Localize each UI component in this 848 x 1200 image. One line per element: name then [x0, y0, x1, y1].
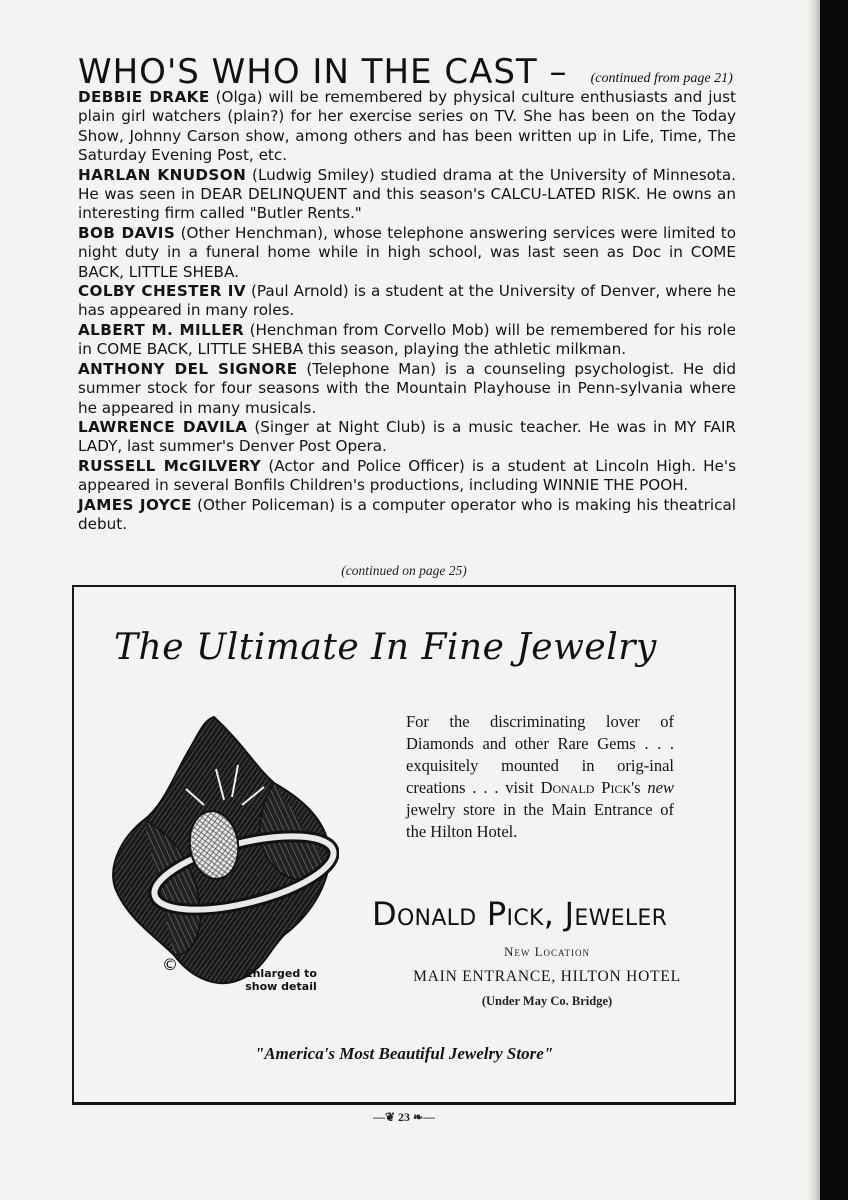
- store-directions: (Under May Co. Bridge): [481, 994, 613, 1008]
- cast-name: COLBY CHESTER IV: [78, 282, 246, 301]
- section-heading: [78, 52, 738, 92]
- cast-bio: (Actor and Police Officer) is a student at Lincoln High. He's appeared in several Bonfils Children's productions, including WINNIE THE POOH.: [78, 456, 736, 495]
- ad-body-copy: [406, 711, 674, 843]
- jeweler-name: Donald Pick, Jeweler: [372, 895, 668, 933]
- continued-on-note: (continued on page 25): [341, 563, 467, 578]
- ad-copy-text: 's: [631, 778, 648, 797]
- cast-bio: (Telephone Man) is a counseling psychologist. He did summer stock for four seasons with the Mountain Playhouse in Penn-sylvania where he appeared in many musicals.: [78, 359, 736, 417]
- cast-name: BOB DAVIS: [78, 223, 176, 242]
- new-location-label: New Location: [503, 944, 591, 959]
- heading-title: WHO'S WHO IN THE CAST –: [78, 52, 568, 92]
- jewelry-advertisement: [72, 585, 736, 1105]
- enlarged-caption-line: show detail: [245, 980, 317, 993]
- cast-biographies: [78, 88, 736, 534]
- enlarged-caption-line: Enlarged to: [245, 967, 317, 980]
- page-number-footer: [0, 1110, 808, 1125]
- ad-copy-store-name: Donald Pick: [540, 778, 632, 797]
- diamond-ring-illustration: [104, 705, 339, 995]
- store-address: MAIN ENTRANCE, HILTON HOTEL: [413, 968, 681, 985]
- copyright-symbol: ©: [162, 955, 178, 974]
- cast-bio: (Singer at Night Club) is a music teacher. He was in MY FAIR LADY, last summer's Denver Post Opera.: [78, 417, 736, 456]
- ad-copy-text: For the discriminating lover of Diamonds and other Rare Gems . . . exquisitely mounted in orig-inal creations . . . visit: [406, 712, 674, 797]
- ad-copy-text: jewelry store in the Main Entrance of the Hilton Hotel.: [406, 800, 674, 841]
- right-ornament: ❧—: [413, 1110, 436, 1124]
- cast-bio: (Other Policeman) is a computer operator who is making his theatrical debut.: [78, 495, 736, 533]
- cast-entry: [78, 88, 736, 166]
- ad-tagline: "America's Most Beautiful Jewelry Store": [254, 1044, 554, 1063]
- cast-bio: (Olga) will be remembered by physical culture enthusiasts and just plain girl watchers (plain?) for her exercise series on TV. She has been on the Today Show, Johnny Carson show, among others and has been written up in Life, Time, The Saturday Evening Post, etc.: [78, 88, 736, 165]
- cast-entry: [78, 166, 736, 224]
- continued-from-note: (continued from page 21): [590, 70, 733, 86]
- cast-name: RUSSELL McGILVERY: [78, 456, 262, 475]
- page-edge-shadow: [808, 0, 820, 1200]
- cast-bio: (Ludwig Smiley) studied drama at the University of Minnesota. He was seen in DEAR DELINQUENT and this season's CALCU-LATED RISK. He owns an interesting firm called "Butler Rents.": [78, 165, 736, 223]
- ad-copy-new: new: [647, 778, 674, 797]
- cast-entry: [78, 496, 736, 535]
- cast-entry: [78, 360, 736, 418]
- cast-name: DEBBIE DRAKE: [78, 88, 210, 106]
- left-ornament: —❦: [372, 1110, 395, 1124]
- cast-bio: (Other Henchman), whose telephone answering services were limited to night duty in a funeral home while in high school, was last seen as Doc in COME BACK, LITTLE SHEBA.: [78, 223, 736, 281]
- enlarged-caption: [236, 967, 326, 993]
- cast-bio: (Paul Arnold) is a student at the University of Denver, where he has appeared in many roles.: [78, 282, 736, 320]
- cast-entry: [78, 282, 736, 321]
- cast-name: JAMES JOYCE: [78, 495, 192, 514]
- cast-name: ANTHONY DEL SIGNORE: [78, 359, 298, 378]
- cast-entry: [78, 418, 736, 457]
- cast-bio: (Henchman from Corvello Mob) will be remembered for his role in COME BACK, LITTLE SHEBA this season, playing the athletic milkman.: [78, 320, 736, 359]
- scan-background: [820, 0, 848, 1200]
- cast-entry: [78, 224, 736, 282]
- page-number: 23: [398, 1110, 410, 1124]
- cast-name: LAWRENCE DAVILA: [78, 417, 248, 436]
- cast-name: HARLAN KNUDSON: [78, 165, 247, 184]
- cast-name: ALBERT M. MILLER: [78, 320, 245, 339]
- ad-headline: The Ultimate In Fine Jewelry: [114, 627, 657, 668]
- cast-entry: [78, 457, 736, 496]
- cast-entry: [78, 321, 736, 360]
